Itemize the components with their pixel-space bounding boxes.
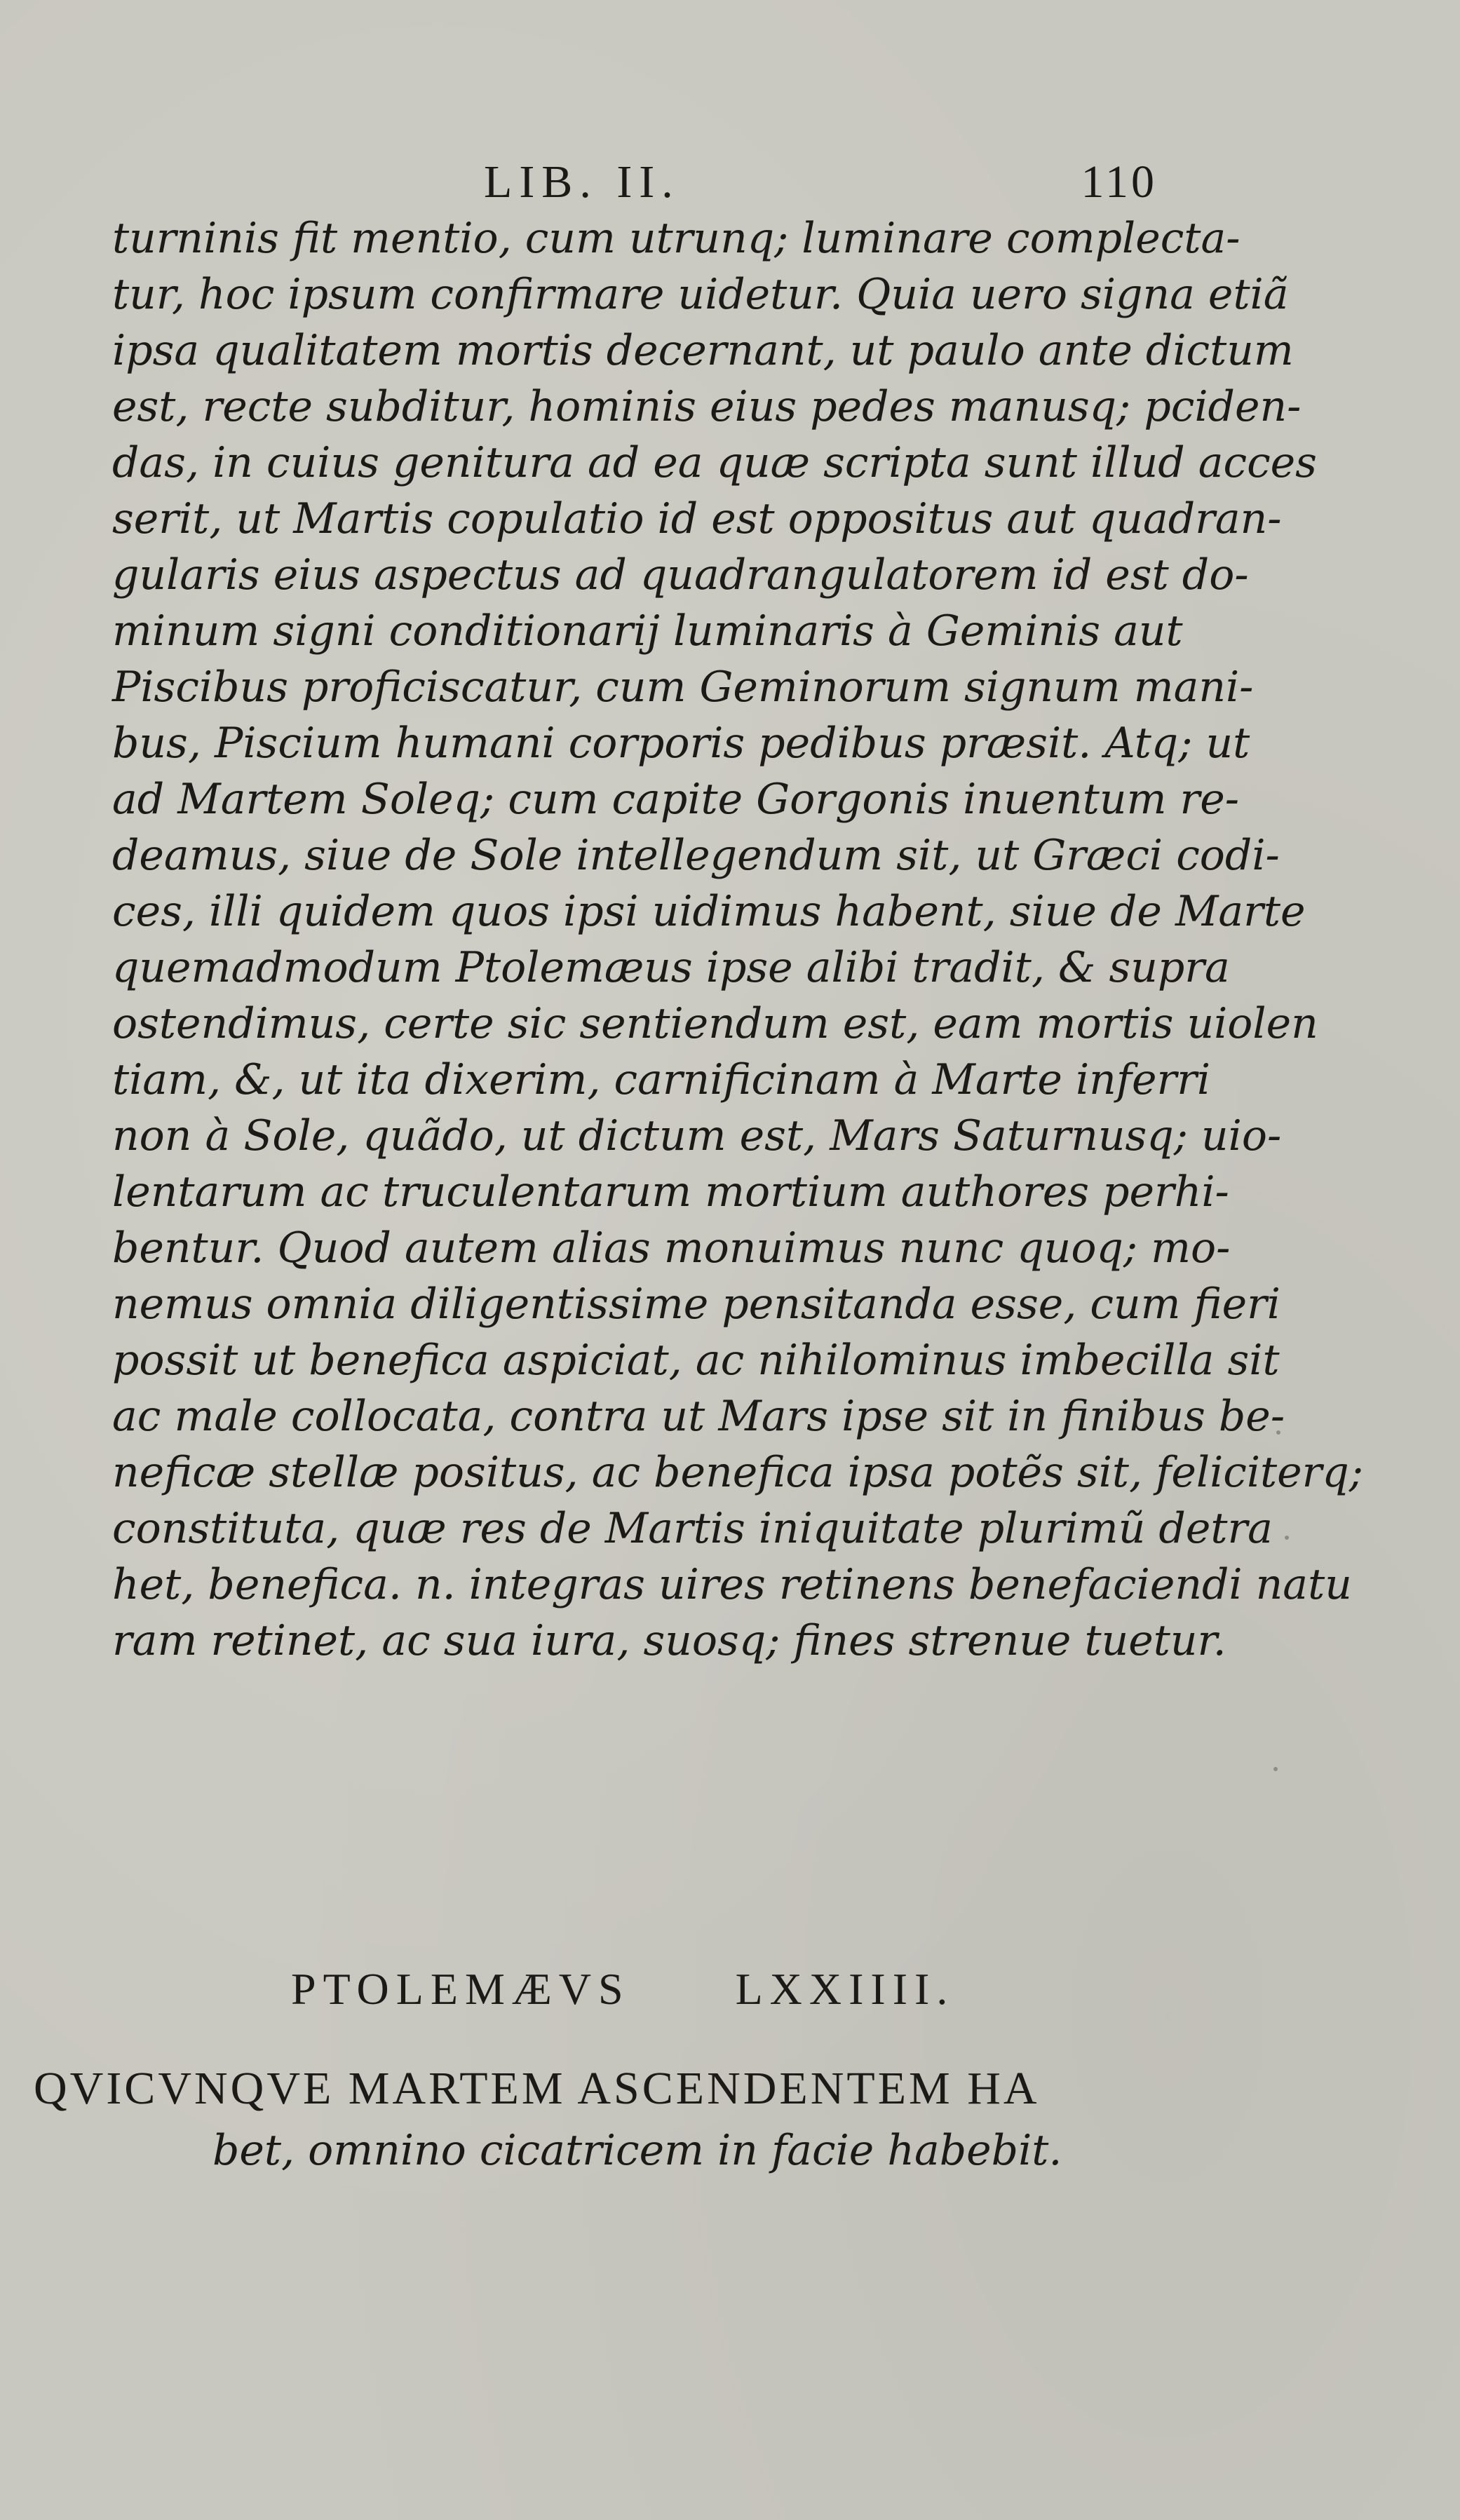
text-line: minum signi conditionarij luminaris à Geminis aut <box>112 607 1183 656</box>
text-line: ram retinet, ac sua iura, suosq; fines strenue tuetur. <box>112 1616 1226 1665</box>
text-line: constituta, quæ res de Martis iniquitate plurimũ detra <box>112 1504 1273 1553</box>
aphorism-heading <box>34 2058 1226 2181</box>
text-line: ad Martem Soleq; cum capite Gorgonis inuentum re- <box>112 775 1239 824</box>
margin-specks <box>1271 1402 1299 1823</box>
section-title <box>291 1963 954 2015</box>
text-line: ac male collocata, contra ut Mars ipse sit in finibus be- <box>112 1392 1285 1441</box>
section-author: PTOLEMÆVS <box>291 1964 630 2014</box>
text-line: ipsa qualitatem mortis decernant, ut paulo ante dictum <box>112 326 1294 375</box>
text-line: das, in cuius genitura ad ea quæ scripta sunt illud acces <box>112 438 1317 487</box>
book-number: LIB. II. <box>484 156 680 208</box>
section-number: LXXIIII. <box>735 1964 955 2014</box>
text-line: nemus omnia diligentissime pensitanda esse, cum fieri <box>112 1280 1280 1329</box>
text-line: deamus, siue de Sole intellegendum sit, ut Græci codi- <box>112 831 1280 880</box>
text-line: gularis eius aspectus ad quadrangulatorem id est do- <box>112 550 1249 599</box>
folio-number: 110 <box>1081 156 1157 208</box>
text-line: bus, Piscium humani corporis pedibus præsit. Atq; ut <box>112 719 1250 768</box>
text-line: est, recte subditur, hominis eius pedes manusq; pciden- <box>112 382 1302 431</box>
text-line: non à Sole, quãdo, ut dictum est, Mars Saturnusq; uio- <box>112 1111 1282 1160</box>
ink-speck <box>1276 1430 1280 1435</box>
text-line: bentur. Quod autem alias monuimus nunc quoq; mo- <box>112 1224 1231 1273</box>
text-line: tur, hoc ipsum confirmare uidetur. Quia uero signa etiã <box>112 270 1289 319</box>
ink-speck <box>1273 1767 1278 1771</box>
text-line: het, benefica. n. integras uires retinens benefaciendi natu <box>112 1560 1352 1609</box>
ink-speck <box>1285 1536 1289 1540</box>
body-text <box>112 210 1363 1669</box>
text-line: possit ut benefica aspiciat, ac nihilominus imbecilla sit <box>112 1336 1280 1385</box>
text-line: ostendimus, certe sic sentiendum est, eam mortis uiolen <box>112 999 1318 1048</box>
text-line: turninis fit mentio, cum utrunq; luminare complecta- <box>112 214 1241 263</box>
text-line: lentarum ac truculentarum mortium authores perhi- <box>112 1167 1229 1217</box>
text-line: Piscibus proficiscatur, cum Geminorum signum mani- <box>112 663 1254 712</box>
text-line: ces, illi quidem quos ipsi uidimus habent, siue de Marte <box>112 887 1306 936</box>
text-line: tiam, &, ut ita dixerim, carnificinam à Marte inferri <box>112 1055 1211 1104</box>
text-line: quemadmodum Ptolemæus ipse alibi tradit, & supra <box>112 943 1230 992</box>
text-line: serit, ut Martis copulatio id est oppositus aut quadran- <box>112 494 1282 543</box>
running-header <box>484 156 1157 212</box>
aphorism-line-1: QVICVNQVE MARTEM ASCENDENTEM HA <box>34 2063 1040 2114</box>
aphorism-line-2: bet, omnino cicatricem in facie habebit. <box>212 2126 1062 2175</box>
text-line: neficæ stellæ positus, ac benefica ipsa potẽs sit, feliciterq; <box>112 1448 1363 1497</box>
